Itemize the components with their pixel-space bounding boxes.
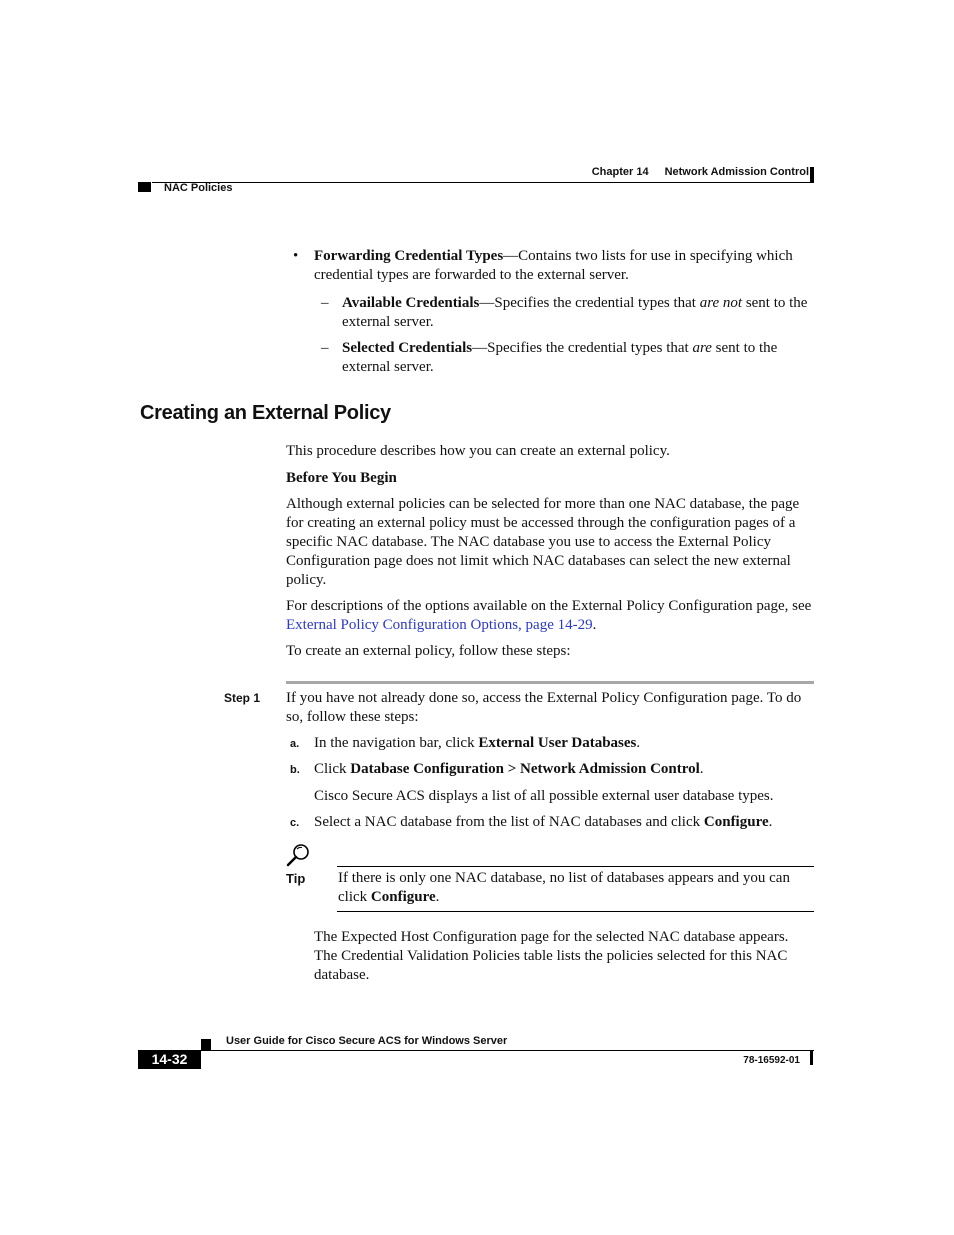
- bullet-emphasis: are: [692, 340, 712, 356]
- bullet-text: —Specifies the credential types that: [479, 295, 700, 311]
- ui-term: External User Databases: [478, 735, 637, 751]
- descriptions-paragraph: [286, 597, 814, 635]
- running-header-chapter: [592, 166, 809, 178]
- substep-text: Select a NAC database from the list of NAC databases and click: [314, 814, 704, 830]
- result-paragraph: The Expected Host Configuration page for the selected NAC database appears. The Credential Validation Policies table lists the policies selected for this NAC database.: [314, 929, 789, 983]
- step-1-text: If you have not already done so, access the External Policy Configuration page. To do so, follow these steps:: [286, 690, 802, 725]
- bullet-term: Forwarding Credential Types: [314, 248, 504, 264]
- substep-b-text: [314, 760, 814, 779]
- bullet-emphasis: are not: [699, 295, 743, 311]
- tip-body: .: [435, 889, 440, 905]
- section-heading: Creating an External Policy: [140, 402, 391, 424]
- ui-term: Configure: [703, 814, 769, 830]
- chapter-number: Chapter 14: [591, 166, 649, 178]
- substep-text: In the navigation bar, click: [314, 735, 479, 751]
- running-header-section: NAC Policies: [164, 182, 233, 194]
- bullet-term: Selected Credentials: [342, 340, 473, 356]
- document-number: 78-16592-01: [743, 1055, 800, 1066]
- tip-body: If there is only one NAC database, no list of databases appears and you can click: [338, 870, 790, 905]
- bullet-text: —Contains two lists for use in specifying which credential types are forwarded to the external server.: [314, 248, 793, 283]
- steps-intro-paragraph: To create an external policy, follow these steps:: [286, 643, 571, 659]
- dash-mark: –: [321, 340, 329, 356]
- magnifier-icon: [286, 843, 312, 872]
- paragraph-text: For descriptions of the options available on the External Policy Configuration page, see: [286, 598, 812, 614]
- substep-text: .: [768, 814, 773, 830]
- substep-text: .: [636, 735, 641, 751]
- substep-a-label: a.: [290, 738, 300, 750]
- intro-paragraph: This procedure describes how you can create an external policy.: [286, 443, 670, 459]
- dash-mark: –: [321, 295, 329, 311]
- ui-term: Database Configuration > Network Admission Control: [350, 761, 700, 777]
- substep-b-note: Cisco Secure ACS displays a list of all possible external user database types.: [314, 788, 774, 804]
- footer-book-title: User Guide for Cisco Secure ACS for Windows Server: [226, 1035, 508, 1047]
- bullet-selected-credentials: [342, 339, 814, 377]
- cross-reference-link[interactable]: External Policy Configuration Options, page 14-29: [286, 617, 593, 633]
- tip-label: Tip: [286, 871, 306, 886]
- tip-text: [338, 869, 812, 907]
- before-you-begin-heading: Before You Begin: [286, 470, 397, 486]
- footer-rule: [201, 1050, 814, 1051]
- bullet-mark: •: [293, 248, 299, 264]
- bullet-forwarding-credential-types: [314, 247, 814, 285]
- bullet-available-credentials: [342, 294, 814, 332]
- substep-c-text: [314, 813, 814, 832]
- tip-rule-top: [337, 866, 814, 867]
- step-1-label: Step 1: [224, 691, 261, 705]
- bullet-text: sent to the external server.: [342, 340, 778, 375]
- substep-a-text: [314, 734, 814, 753]
- substep-text: .: [699, 761, 704, 777]
- substep-c-label: c.: [290, 817, 300, 829]
- before-you-begin-paragraph: Although external policies can be selected for more than one NAC database, the page for creating an external policy must be accessed through the configuration pages of a specific NAC database. The NAC database you use to access the External Policy Configuration page does not limit which NAC databases can select the new external policy.: [286, 496, 800, 588]
- bullet-term: Available Credentials: [342, 295, 480, 311]
- page-number: 14-32: [138, 1050, 201, 1069]
- paragraph-text: .: [592, 617, 597, 633]
- bullet-text: sent to the external server.: [342, 295, 808, 330]
- header-square-marker: [138, 182, 151, 192]
- substep-b-label: b.: [290, 764, 300, 776]
- procedure-rule: [286, 681, 814, 684]
- ui-term: Configure: [370, 889, 436, 905]
- header-vertical-bar: [810, 167, 814, 183]
- substep-text: Click: [314, 761, 351, 777]
- chapter-title: Network Admission Control: [664, 166, 809, 178]
- footer-vertical-bar-right: [810, 1051, 813, 1065]
- header-rule: [152, 182, 814, 183]
- bullet-text: —Specifies the credential types that: [472, 340, 693, 356]
- tip-rule-bottom: [337, 911, 814, 912]
